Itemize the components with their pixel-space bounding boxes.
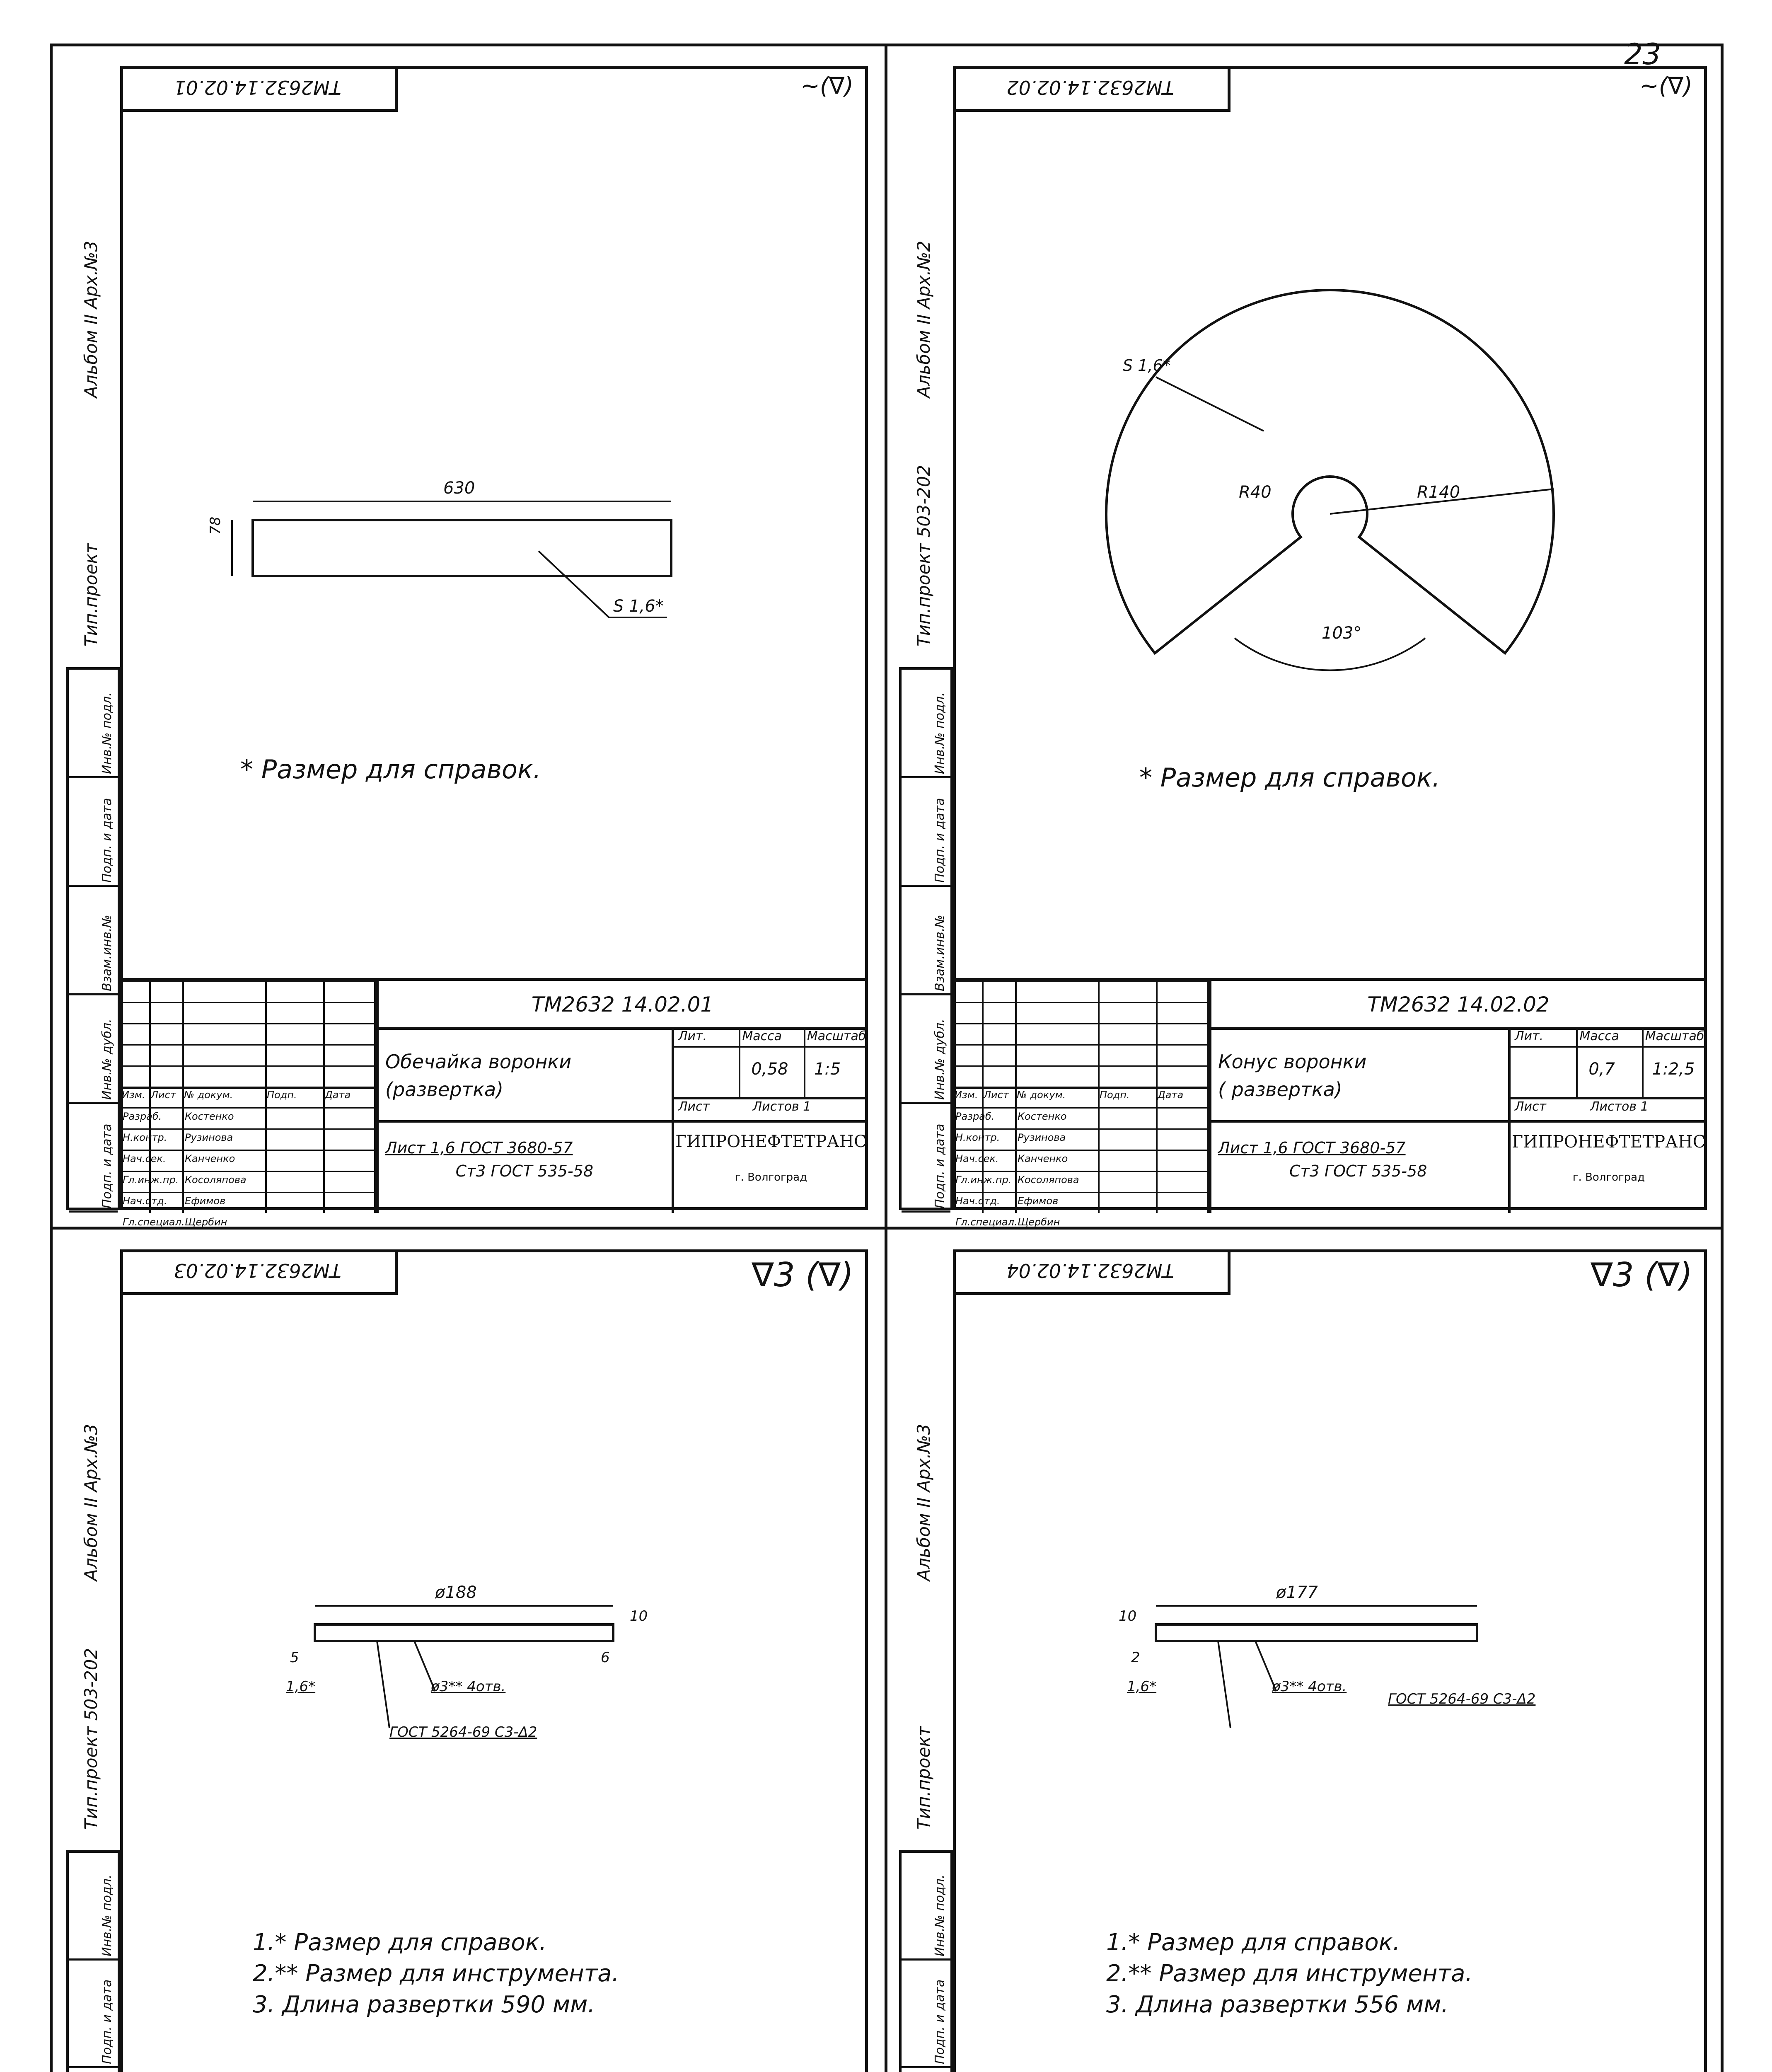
role-label: Гл.специал.	[955, 1216, 1018, 1228]
doc-code-rotated: ТМ2632.14.02.02	[1006, 76, 1174, 99]
part-name-2: ( развертка)	[1218, 1078, 1342, 1101]
note-line: 1.* Размер для справок.	[1106, 1929, 1400, 1956]
side-cell-label: Подп. и дата	[933, 1123, 947, 1208]
part-name-2: (развертка)	[385, 1078, 504, 1101]
dim-angle: 103°	[1322, 624, 1362, 643]
col-header: № докум.	[184, 1089, 233, 1101]
sheet-label: Лист	[678, 1099, 710, 1114]
role-label: Нач.отд.	[123, 1195, 167, 1207]
note-line: 1.* Размер для справок.	[253, 1929, 547, 1956]
mass-label: Масса	[1579, 1029, 1620, 1043]
side-cell-label: Взам.инв.№	[100, 915, 114, 991]
dim-thickness: 1,6*	[1127, 1678, 1157, 1695]
line	[1511, 1046, 1707, 1048]
dim-left: 2	[1131, 1649, 1140, 1666]
dim-thickness: S 1,6*	[613, 597, 664, 616]
title-main	[1210, 981, 1707, 1213]
dim-hole: ø3** 4отв.	[1272, 1678, 1347, 1695]
mass-value: 0,58	[751, 1060, 788, 1079]
dim-height: 10	[1119, 1608, 1137, 1624]
sheet-label: Лист	[1515, 1099, 1547, 1114]
person-name: Щербин	[185, 1216, 227, 1228]
doc-code-rotated: ТМ2632.14.02.03	[174, 1259, 341, 1282]
grid-row-line	[953, 1023, 1207, 1024]
dim-thickness: 1,6*	[286, 1678, 316, 1695]
person-name: Рузинова	[1018, 1132, 1066, 1144]
side-cell-label: Инв.№ подл.	[100, 692, 114, 774]
leader-weld	[1218, 1641, 1230, 1728]
lit-label: Лит.	[678, 1029, 707, 1043]
project-label: Тип.проект 503-202	[81, 1648, 101, 1830]
roughness-mark: ∼(∇)	[1639, 73, 1692, 99]
lit-label: Лит.	[1515, 1029, 1544, 1043]
line	[674, 1046, 868, 1048]
side-cell-label: Подп. и дата	[100, 1123, 114, 1208]
leader-weld	[377, 1641, 389, 1728]
side-cell-label: Взам.инв.№	[933, 915, 947, 991]
role-label: Нач.сек.	[123, 1153, 166, 1165]
panel-4	[891, 1233, 1717, 2072]
person-name: Ефимов	[1018, 1195, 1059, 1207]
dim-r-outer: R140	[1417, 483, 1460, 502]
role-label: Разраб.	[123, 1111, 162, 1123]
person-name: Канченко	[1018, 1153, 1068, 1165]
material-1: Лист 1,6 ГОСТ 3680-57	[1218, 1138, 1406, 1157]
col-header: Лист	[984, 1089, 1009, 1101]
col-header: Подп.	[1100, 1089, 1130, 1101]
grid-row-line	[120, 981, 374, 982]
dim-right: 6	[601, 1649, 610, 1666]
col-header: Дата	[1158, 1089, 1184, 1101]
doc-code-rotated: ТМ2632.14.02.04	[1006, 1259, 1174, 1282]
scale-value: 1:5	[814, 1060, 841, 1079]
material-2: Ст3 ГОСТ 535-58	[1289, 1162, 1427, 1180]
person-name: Костенко	[1018, 1111, 1067, 1123]
grid-row-line	[953, 1150, 1207, 1151]
role-label: Разраб.	[955, 1111, 995, 1123]
album-label: Альбом II Арх.№3	[81, 240, 101, 398]
grid-row-line	[120, 1171, 374, 1172]
title-block	[953, 978, 1707, 1228]
side-cell-label: Подп. и дата	[100, 798, 114, 883]
col-header: Дата	[325, 1089, 351, 1101]
doc-code-rotated: ТМ2632.14.02.01	[174, 76, 341, 99]
col-header: Подп.	[267, 1089, 297, 1101]
roughness-mark: ∇3 (∇)	[1591, 1256, 1692, 1294]
side-cell-label: Инв.№ дубл.	[100, 1019, 114, 1100]
album-label: Альбом II Арх.№3	[81, 1423, 101, 1581]
revision-grid	[120, 981, 377, 1228]
leader-thickness	[1156, 377, 1264, 431]
line	[1642, 1027, 1644, 1097]
side-cell-label: Подп. и дата	[933, 798, 947, 883]
note-line: * Размер для справок.	[1139, 762, 1441, 793]
person-name: Косоляпова	[1018, 1174, 1079, 1186]
album-label: Альбом II Арх.№3	[914, 1423, 934, 1581]
project-label: Тип.проект 503-202	[914, 465, 934, 646]
grid-row-line	[953, 1044, 1207, 1046]
note-line: 2.** Размер для инструмента.	[253, 1960, 619, 1987]
horizontal-divider	[50, 1227, 1724, 1230]
role-label: Гл.специал.	[123, 1216, 185, 1228]
grid-row-line	[120, 1023, 374, 1024]
side-cell-label: Подп. и дата	[933, 1979, 947, 2064]
person-name: Рузинова	[185, 1132, 233, 1144]
dim-left: 5	[290, 1649, 299, 1666]
org-name: ГИПРОНЕФТЕТРАНС	[675, 1132, 867, 1151]
title-block	[120, 978, 868, 1228]
sheets-label: Листов 1	[1590, 1099, 1649, 1114]
side-cell-label: Инв.№ подл.	[100, 1874, 114, 1956]
ring-blank	[1156, 1624, 1477, 1641]
col-header: № докум.	[1017, 1089, 1066, 1101]
line	[1511, 1120, 1707, 1123]
leader-thickness	[539, 551, 609, 617]
title-main	[377, 981, 868, 1213]
grid-row-line	[120, 1128, 374, 1130]
sheets-label: Листов 1	[752, 1099, 811, 1114]
person-name: Канченко	[185, 1153, 235, 1165]
grid-row-line	[120, 1065, 374, 1067]
dim-height: 10	[630, 1608, 648, 1624]
panel-3	[58, 1233, 878, 2072]
person-name: Щербин	[1018, 1216, 1060, 1228]
material-1: Лист 1,6 ГОСТ 3680-57	[385, 1138, 573, 1157]
scale-label: Масштаб	[807, 1029, 866, 1043]
lit-mass-scale	[672, 1027, 868, 1213]
role-label: Гл.инж.пр.	[123, 1174, 179, 1186]
dim-r-inner: R40	[1239, 483, 1272, 502]
weld-callout: ГОСТ 5264-69 С3-Δ2	[1388, 1691, 1536, 1707]
dim-height: 78	[207, 516, 224, 535]
grid-row-line	[953, 1128, 1207, 1130]
grid-row-line	[120, 1044, 374, 1046]
ring-blank	[315, 1624, 613, 1641]
dim-hole: ø3** 4отв.	[431, 1678, 506, 1695]
grid-row-line	[953, 1192, 1207, 1193]
note-line: 3. Длина развертки 556 мм.	[1106, 1991, 1449, 2018]
material-2: Ст3 ГОСТ 535-58	[455, 1162, 594, 1180]
col-header: Изм.	[955, 1089, 978, 1101]
org-city: г. Волгоград	[735, 1171, 807, 1184]
scale-label: Масштаб	[1645, 1029, 1704, 1043]
doc-code: ТМ2632 14.02.01	[531, 992, 714, 1017]
line	[739, 1027, 740, 1097]
role-label: Нач.сек.	[955, 1153, 999, 1165]
revision-grid	[953, 981, 1210, 1228]
panel-1	[58, 50, 878, 1228]
grid-row-line	[953, 1002, 1207, 1003]
part-name: Конус воронки	[1218, 1051, 1367, 1073]
grid-row-line	[120, 1002, 374, 1003]
grid-row-line	[953, 1107, 1207, 1109]
project-label: Тип.проект	[81, 543, 101, 646]
note-line: 3. Длина развертки 590 мм.	[253, 1991, 595, 2018]
roughness-mark: ∇3 (∇)	[752, 1256, 853, 1294]
note-line: * Размер для справок.	[240, 754, 542, 784]
org-name: ГИПРОНЕФТЕТРАНС	[1512, 1132, 1706, 1152]
line	[1576, 1027, 1578, 1097]
page-number: 23	[1624, 37, 1661, 71]
side-cell-label: Инв.№ подл.	[933, 1874, 947, 1956]
roughness-mark: ∼(∇)	[800, 73, 853, 99]
project-label: Тип.проект	[914, 1726, 934, 1830]
grid-row-line	[953, 1171, 1207, 1172]
dim-diameter: ø188	[435, 1583, 477, 1602]
part-name: Обечайка воронки	[385, 1051, 572, 1073]
org-city: г. Волгоград	[1572, 1171, 1645, 1184]
grid-row-line	[120, 1192, 374, 1193]
person-name: Костенко	[185, 1111, 234, 1123]
role-label: Нач.отд.	[955, 1195, 1000, 1207]
lit-mass-scale	[1508, 1027, 1707, 1213]
col-header: Лист	[151, 1089, 176, 1101]
dim-length: 630	[443, 479, 475, 498]
side-cell-label: Подп. и дата	[100, 1979, 114, 2064]
note-line: 2.** Размер для инструмента.	[1106, 1960, 1473, 1987]
doc-code: ТМ2632 14.02.02	[1367, 992, 1550, 1017]
grid-row-line	[953, 1065, 1207, 1067]
panel-2	[891, 50, 1717, 1228]
scale-value: 1:2,5	[1652, 1060, 1695, 1079]
line	[804, 1027, 805, 1097]
grid-row-line	[120, 1107, 374, 1109]
role-label: Н.контр.	[955, 1132, 1000, 1144]
dim-diameter: ø177	[1276, 1583, 1318, 1602]
album-label: Альбом II Арх.№2	[914, 240, 934, 398]
person-name: Ефимов	[185, 1195, 226, 1207]
mass-value: 0,7	[1588, 1060, 1615, 1079]
strip-blank	[253, 520, 671, 576]
role-label: Гл.инж.пр.	[955, 1174, 1012, 1186]
line	[674, 1120, 868, 1123]
cone-blank	[1106, 290, 1554, 653]
mass-label: Масса	[742, 1029, 782, 1043]
weld-callout: ГОСТ 5264-69 С3-Δ2	[389, 1724, 537, 1740]
side-cell-label: Инв.№ подл.	[933, 692, 947, 774]
role-label: Н.контр.	[123, 1132, 167, 1144]
side-cell-label: Инв.№ дубл.	[933, 1019, 947, 1100]
dim-thickness: S 1,6*	[1123, 356, 1171, 375]
vertical-divider	[885, 44, 887, 2072]
grid-row-line	[953, 981, 1207, 982]
col-header: Изм.	[122, 1089, 145, 1101]
person-name: Косоляпова	[185, 1174, 247, 1186]
angle-arc	[1235, 638, 1425, 670]
grid-row-line	[120, 1150, 374, 1151]
